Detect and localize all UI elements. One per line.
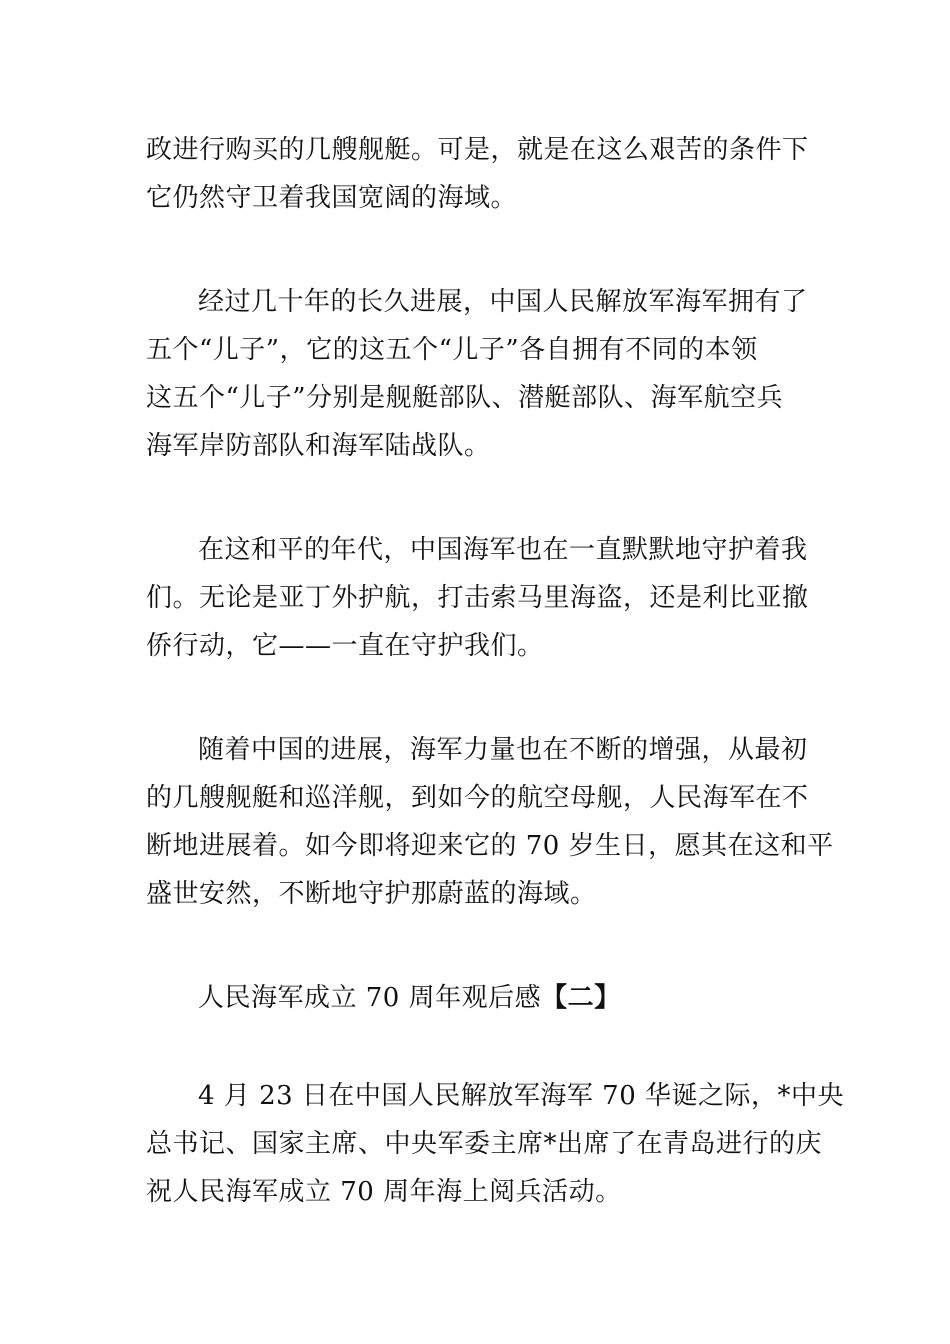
paragraph-2-line-3: 这五个“儿子”分别是舰艇部队、潜艇部队、海军航空兵 <box>146 383 784 413</box>
paragraph-1-line-2: 它仍然守卫着我国宽阔的海域。 <box>146 183 518 213</box>
paragraph-4-line-3: 断地进展着。如今即将迎来它的 70 岁生日，愿其在这和平 <box>146 831 834 861</box>
paragraph-5-line-3: 祝人民海军成立 70 周年海上阅兵活动。 <box>146 1177 622 1207</box>
section-heading-suffix: 【二】 <box>541 983 621 1013</box>
paragraph-5-line-1: 4 月 23 日在中国人民解放军海军 70 华诞之际，*中央 <box>198 1081 845 1111</box>
section-heading <box>198 980 878 1016</box>
paragraph-5-line-2: 总书记、国家主席、中央军委主席*出席了在青岛进行的庆 <box>146 1129 823 1159</box>
paragraph-2-line-2: 五个“儿子”，它的这五个“儿子”各自拥有不同的本领 <box>146 335 758 365</box>
paragraph-2-line-4: 海军岸防部队和海军陆战队。 <box>146 431 491 461</box>
paragraph-4-line-4: 盛世安然，不断地守护那蔚蓝的海域。 <box>146 879 597 909</box>
section-heading-text: 人民海军成立 70 周年观后感 <box>198 983 542 1013</box>
paragraph-4-line-2: 的几艘舰艇和巡洋舰，到如今的航空母舰，人民海军在不 <box>146 783 809 813</box>
paragraph-3-line-1: 在这和平的年代，中国海军也在一直默默地守护着我 <box>198 535 808 565</box>
paragraph-1-line-1: 政进行购买的几艘舰艇。可是，就是在这么艰苦的条件下 <box>146 135 809 165</box>
paragraph-2-line-1: 经过几十年的长久进展，中国人民解放军海军拥有了 <box>198 287 808 317</box>
paragraph-4-line-1: 随着中国的进展，海军力量也在不断的增强，从最初 <box>198 735 808 765</box>
paragraph-3-line-3: 侨行动，它——一直在守护我们。 <box>146 631 544 661</box>
paragraph-3-line-2: 们。无论是亚丁外护航，打击索马里海盗，还是利比亚撤 <box>146 583 809 613</box>
